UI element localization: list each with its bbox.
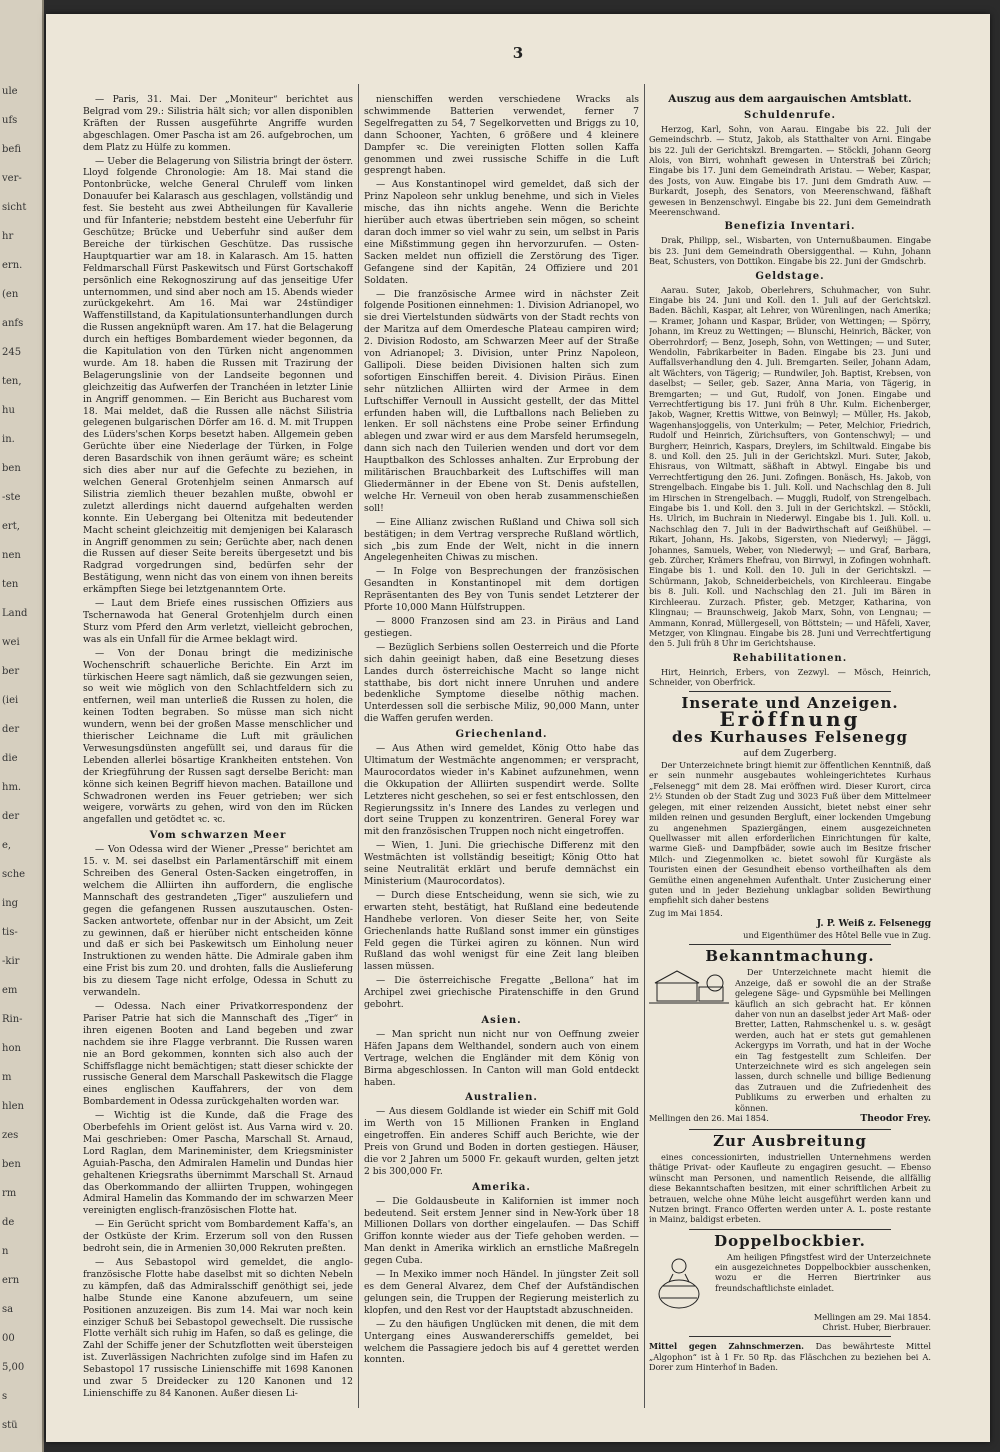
adjacent-page-fragment: ufs: [2, 115, 18, 126]
ad-kurhaus-line3: auf dem Zugerberg.: [743, 748, 837, 760]
adjacent-page-fragment: hu: [2, 405, 15, 416]
divider: [689, 1129, 891, 1130]
ad-zahnschmerzen-title: Mittel gegen Zahnschmerzen.: [649, 1341, 805, 1352]
adjacent-page-fragment: Rin-: [2, 1014, 23, 1025]
ad-doppelbockbier-body: Am heiligen Pfingstfest wird der Unterzeichnete ein ausgezeichnetes Doppelbockbier ausschenken, wozu er die Herren Biertrinker aus freundschaftlichste einladet.: [715, 1251, 931, 1293]
ad-ausbreitung-title: Zur Ausbreitung: [713, 1131, 867, 1150]
adjacent-page-fragment: 00: [2, 1333, 15, 1344]
beer-barrel-illustration-icon: [649, 1252, 709, 1312]
section-black-sea: Vom schwarzen Meer: [149, 830, 287, 842]
adjacent-page-fragment: ule: [2, 86, 18, 97]
adjacent-page-fragment: Land: [2, 608, 28, 619]
column-rule-2: [644, 84, 645, 1408]
rehab-text: Hirt, Heinrich, Erbers, von Zezwyl. — Mösch, Heinrich, Schneider, von Oberfrick.: [649, 666, 931, 688]
article-paragraph: — Die Goldausbeute in Kalifornien ist immer noch bedeutend. Seit erstem Jenner sind in New-York über 18 Millionen Dollars von dorther eingelaufen. — Das Schiff Griffon konnte wieder aus der Tiefe gehoben werden. — Man denkt in Amerika wirklich an ernstliche Maßregeln gegen Cuba.: [364, 1195, 639, 1267]
adjacent-page-fragment: 5,00: [2, 1362, 25, 1373]
ad-kurhaus-place: Zug im Mai 1854.: [649, 907, 723, 918]
adjacent-page-fragment: hlen: [2, 1101, 24, 1112]
adjacent-page-fragment: ber: [2, 666, 20, 677]
adjacent-page-fragment: wei: [2, 637, 20, 648]
adjacent-page-fragment: zes: [2, 1130, 19, 1141]
schulden-title: Schuldenrufe.: [744, 109, 836, 121]
ad-ausbreitung-body: eines concessionirten, industriellen Unternehmens werden thätige Privat- oder Kaufleute zu engagiren gesucht. — Ebenso wünscht man Personen, und namentlich Reisende, die allfällig diese Bekanntschaften besitzen, mit einer schriftlichen Arbeit zu betrauen, welche ohne Mühe leicht ausgeführt werden kann und Nutzen bringt. Franco Offerten werden unter A. L. poste restante in Mainz, baldigst erbeten.: [649, 1151, 931, 1225]
col2-block-b: [364, 743, 639, 1011]
adjacent-page-fragment: sche: [2, 869, 26, 880]
ad-kurhaus-sign2: und Eigenthümer des Hôtel Belle vue in Zug.: [743, 930, 931, 941]
column-2: [364, 94, 639, 1408]
adjacent-page-fragment: hr: [2, 231, 14, 242]
benefizia-title: Benefizia Inventari.: [724, 221, 856, 233]
col2-block-d: [364, 1106, 639, 1177]
article-paragraph: — Aus Athen wird gemeldet, König Otto habe das Ultimatum der Westmächte angenommen; er verspracht, Maurocordatos wieder in's Kabinet aufzunehmen, wenn die Okkupation der Alliirten suspendirt werde. Sollte Letzteres nicht geschehen, so sei er fest entschlossen, den Regierungssitz in's Innere des Landes zu verlegen und dort seine Truppen zu konzentriren. General Forey war mit den französischen Truppen noch nicht eingetroffen.: [364, 743, 639, 838]
ad-kurhaus: [649, 707, 931, 941]
col2-block-c: [364, 1029, 639, 1089]
divider: [689, 691, 891, 692]
adjacent-page-fragment: anfs: [2, 318, 24, 329]
ads-title: Inserate und Anzeigen.: [681, 694, 899, 713]
adjacent-page-fragment: der: [2, 724, 20, 735]
adjacent-page-fragment: (iei: [2, 695, 19, 706]
adjacent-page-fragment: de: [2, 1217, 15, 1228]
article-paragraph: — Durch diese Entscheidung, wenn sie sich, wie zu erwarten steht, bestätigt, hat Rußland eine bedeutende Handhebe verloren. Von dieser Seite her, von Seite Griechenlands hatte Rußland sonst immer ein günstiges Feld gegen die Türkei agiren zu können. Nun wird Rußland das wohl wenigst für eine Zeit lang bleiben lassen müssen.: [364, 889, 639, 973]
adjacent-page-fragment: (en: [2, 289, 19, 300]
ad-bekanntmachung-body: Der Unterzeichnete macht hiemit die Anzeige, daß er sowohl die an der Straße gelegene Säge- und Gypsmühle bei Mellingen käuflich an sich gebracht hat. Er können daher von nun an daselbst jeder Art Maß- oder Bretter, Latten, Rahmschenkel u. s. w. gesägt werden, auch hat er stets gut gemahlenen Ackergyps im Vorrath, und hat in der Woche ein Tag festgestellt zum Schleifen. Der Unterzeichnete wird es sich angelegen sein lassen, durch schnelle und billige Bedienung das Zutrauen und die Zufriedenheit des Publikums zu erwerben und erhalten zu können.: [735, 967, 931, 1113]
adjacent-page-fragment: rm: [2, 1188, 17, 1199]
adjacent-page-fragment: ing: [2, 898, 19, 909]
adjacent-page-fragment: stü: [2, 1420, 18, 1431]
adjacent-page-fragment: ben: [2, 1159, 21, 1170]
ad-doppelbockbier-place: Mellingen am 29. Mai 1854.: [813, 1311, 931, 1322]
article-paragraph: — Ein Gerücht spricht vom Bombardement Kaffa's, an der Ostküste der Krim. Erzerum soll von den Russen bedroht sein, die in Armenien 30,000 Rekruten preßten.: [83, 1219, 353, 1255]
adjacent-page-fragment: ben: [2, 463, 21, 474]
article-paragraph: — Eine Allianz zwischen Rußland und Chiwa soll sich bestätigen; in dem Vertrag verspreche Rußland wörtlich, sich „bis zum Ende der Welt, nicht in die innern Angelegenheiten Chiwas zu mischen.: [364, 516, 639, 564]
article-paragraph: — Aus Konstantinopel wird gemeldet, daß sich der Prinz Napoleon sehr unklug benehme, und sich in Vieles mische, das ihn nichts angehe. Wenn die Berichte hierüber auch etwas übertrieben sein mögen, so scheint daran doch immer so viel wahr zu sein, um selbst in Paris eine Mißstimmung gegen ihn hervorzurufen. — Osten-Sacken meldet nun offiziell die Zerstörung des Tiger. Gefangene sind der Kapitän, 24 Offiziere und 201 Soldaten.: [364, 179, 639, 286]
section-australia: Australien.: [465, 1092, 538, 1104]
divider: [689, 1229, 891, 1230]
adjacent-page-fragment: sa: [2, 1304, 14, 1315]
page-number: 3: [512, 44, 524, 62]
article-paragraph: — Ueber die Belagerung von Silistria bringt der österr. Lloyd folgende Chronologie: Am 18. Mai stand die Pontonbrücke, welche General Chruleff vom linken Donauufer bei Kalarasch aus geschlagen, vollständig und fest. Sie besteht aus zwei Abtheilungen für Kavallerie und für Infanterie; nebstdem besteht eine Ueberfuhr für Geschütze; Brücke und Ueberfuhr sind außer dem Bereiche der türkischen Geschütze. Das russische Hauptquartier war am 18. in Kalarasch. Am 15. hatten Feldmarschall Fürst Paskewitsch und Fürst Gortschakoff persönlich eine Rekognoszirung auf das jenseitige Ufer unternommen, und sind aber noch am 15. Abends wieder zurückgekehrt. Am 16. Mai war 24stündiger Waffenstillstand, da Kapitulationsunterhandlungen durch die Russen angeknüpft waren. Am 17. hat die Belagerung durch ein heftiges Bombardement wieder begonnen, da die Kapitulation von den Türken nicht angenommen wurde. Am 18. haben die Russen mit Trazirung der Belagerungslinie von der Landseite begonnen und gleichzeitig das Aufwerfen der Tranchéen in letzter Linie in Angriff genommen. — Ein Bericht aus Bucharest vom 18. Mai meldet, daß die Russen alle nächst Silistria gelegenen bulgarischen Dörfer am 16. d. M. mit Truppen des Lüders'schen Korps besetzt haben. Allgemein geben Gerüchte über eine Niederlage der Türken, in Folge deren Basardschik von ihnen geräumt wäre; es scheint sich dies aber nur auf die Gefechte zu beziehen, in welchen General Grotenhjelm seinen Anmarsch auf Silistria ziemlich theuer bezahlen mußte, obwohl er zuletzt allerdings nicht dauernd aufgehalten werden konnte. Ein Uebergang bei Oltenitza mit bedeutender Macht scheint gleichzeitig mit demjenigen bei Kalarasch in Angriff genommen zu sein; Gerüchte aber, nach denen die Russen auf dieser Seite bereits übergesetzt und bis Radgrad vorgedrungen sind, bedürfen sehr der Bestätigung, wenn nicht das von einem von ihnen bereits erkämpften Siege bei letztgenanntem Orte.: [83, 155, 353, 596]
col1-block-b: [83, 844, 353, 1400]
article-paragraph: — Aus diesem Goldlande ist wieder ein Schiff mit Gold im Werth von 15 Millionen Franken in England eingetroffen. Ein anderes Schiff auch Berichte, wie der Preis von Grund und Boden in dorten gestiegen. Häuser, die vor 2 Jahren um 5000 Fr. gekauft wurden, gelten jetzt 2 bis 300,000 Fr.: [364, 1106, 639, 1177]
article-paragraph: — Wien, 1. Juni. Die griechische Differenz mit den Westmächten ist vollständig beseitigt; König Otto hat seine Neutralität erklärt und berufe demnächst ein Ministerium (Maurocordatos).: [364, 840, 639, 887]
rehab-title: Rehabilitationen.: [732, 652, 848, 664]
ad-kurhaus-body: Der Unterzeichnete bringt hiemit zur öffentlichen Kenntniß, daß er sein nunmehr ausgebautes wohleingerichtetes Kurhaus „Felsenegg“ mit dem 28. Mai eröffnen wird. Dieser Kurort, circa 2½ Stunden ob der Stadt Zug und 3023 Fuß über dem Mittelmeer gelegen, mit einer reizenden Aussicht, bietet nebst einer sehr milden reinen und gesunden Bergluft, einer lockenden Umgebung zu angenehmen Spaziergängen, einem ausgezeichneten Quellwasser mit allen erforderlichen Einrichtungen für kalte, warme Gieß- und Dampfbäder, sowie auch im Besitze frischer Milch- und Ziegenmolken ꝛc. bietet sowohl für Kurgäste als Touristen einen der Gesundheit ebenso vortheilhaften als dem Gemüthe einen angenehmen Aufenthalt. Unter Zusicherung einer guten und in jeder Beziehung unklagbar soliden Bewirthung empfiehlt sich daher bestens: [649, 760, 931, 906]
article-paragraph: — Bezüglich Serbiens sollen Oesterreich und die Pforte sich dahin geeinigt haben, daß eine Besetzung dieses Landes durch österreichische Macht so lange nicht statthabe, bis dort nicht innere Unruhen und andere bedenkliche Symptome dieselbe nöthig machen. Unterdessen soll die serbische Miliz, 90,000 Mann, unter die Waffen gerufen werden.: [364, 641, 639, 725]
article-paragraph: — Die französische Armee wird in nächster Zeit folgende Positionen einnehmen: 1. Division Adrianopel, wo sie drei Viertelstunden südwärts von der Stadt rechts von der Maritza auf dem Omerdesche Plateau campiren wird; 2. Division Rodosto, am Schwarzen Meer auf der Straße von Adrianopel; 3. Division, unter Prinz Napoleon, Gallipoli. Diese beiden Divisionen halten sich zum sofortigen Einschiffen bereit. 4. Division Piräus. Einen sehr nützlichen Alliirten wird der Armee in dem Luftschiffer Vernoull in Aussicht gestellt, der das Mittel erfunden haben will, die Luftballons nach Belieben zu lenken. Er soll nächstens eine Probe seiner Erfindung ablegen und zwar wird er aus dem Marsfeld herumsegeln, dann sich nach den Tuilerien wenden und dort vor dem Hauptbalkon des Schlosses anhalten. Zur Erprobung der militärischen Brauchbarkeit des Luftschiffes will man Gliedermänner in der Ebene von St. Denis aufstellen, welche Hr. Verneuil von oben herab zusammenschießen soll!: [364, 288, 639, 514]
geldstage-title: Geldstage.: [755, 270, 825, 282]
ad-kurhaus-sign: J. P. Weiß z. Felsenegg: [816, 918, 931, 930]
ad-bekanntmachung-title: Bekanntmachung.: [705, 947, 875, 966]
article-paragraph: — In Mexiko immer noch Händel. In jüngster Zeit soll es dem General Alvarez, dem Chef der Aufständischen gelungen sein, die Truppen der Regierung meisterlich zu klopfen, und den Rest vor der Hauptstadt abzuschneiden.: [364, 1269, 639, 1316]
ad-bekanntmachung-sign: Theodor Frey.: [860, 1113, 931, 1125]
col2-block-a: [364, 94, 639, 725]
article-paragraph: — Laut dem Briefe eines russischen Offiziers aus Tschernawoda hat General Grotenhjelm durch einen Sturz vom Pferd den Arm verletzt, vielleicht gebrochen, was als ein Unfall für die Armee beklagt wird.: [83, 598, 353, 645]
ad-doppelbockbier: [649, 1231, 931, 1333]
article-paragraph: — Aus Sebastopol wird gemeldet, die anglo-französische Flotte habe daselbst mit so dichten Nebeln zu kämpfen, daß das Admiralsschiff genöthigt sei, jede halbe Stunde eine Kanone abzufeuern, um seine Positionen anzuzeigen. Bis zum 14. Mai war noch kein einziger Schuß bei Sebastopol gewechselt. Die russische Flotte verhält sich ruhig im Hafen, so daß es gelinge, die Zahl der Schiffe jener der Schutzflotten weit übersteigen ist. Zuverlässigen Nachrichten zufolge sind im Hafen zu Sebastopol 17 russische Linienschiffe mit 1698 Kanonen und zwar 5 Dreidecker zu 120 Kanonen und 12 Linienschiffe zu 84 Kanonen. Außer diesen Li-: [83, 1257, 353, 1399]
adjacent-page-fragment: ert,: [2, 521, 20, 532]
adjacent-page-fragment: 245: [2, 347, 22, 358]
benefizia-text: Drak, Philipp, sel., Wisbarten, von Unternußbaumen. Eingabe bis 23. Juni dem Gemeindrath Obersiggenthal. — Kuhn, Johann Beat, Schusters, von Dottikon. Eingabe bis 22. Juni der Gmdschrb.: [649, 235, 931, 267]
ad-ausbreitung: [649, 1131, 931, 1225]
article-paragraph: — 8000 Franzosen sind am 23. in Piräus and Land gestiegen.: [364, 615, 639, 639]
adjacent-page-fragment: tis-: [2, 927, 18, 938]
article-paragraph: — Odessa. Nach einer Privatkorrespondenz der Pariser Patrie hat sich die Mannschaft des „Tiger“ in ihren eigenen Booten and Land begeben und zwar nachdem sie ihre Flagge verbrannt. Die Russen waren nie an Bord gekommen, konnten sich also auch der Schiffsflagge nicht bemächtigen; statt dieser schickte der russische General dem Marschall Paskewitsch die Flagge eines englischen Kauffahrers, der von dem Bombardement in Odessa zurückgehalten worden war.: [83, 1000, 353, 1108]
adjacent-page-fragment: der: [2, 811, 20, 822]
ad-bekanntmachung-place: Mellingen den 26. Mai 1854.: [649, 1113, 769, 1124]
adjacent-page-fragment: hon: [2, 1043, 21, 1054]
amtsblatt-title: Auszug aus dem aargauischen Amtsblatt.: [668, 94, 912, 105]
section-asia: Asien.: [481, 1014, 522, 1026]
adjacent-page-fragment: -kir: [2, 956, 20, 967]
adjacent-page-fragment: befi: [2, 144, 21, 155]
column-3: [649, 94, 931, 1408]
column-rule-1: [358, 84, 359, 1408]
divider: [689, 1336, 891, 1337]
adjacent-page-fragment: ver-: [2, 173, 22, 184]
schulden-text: Herzog, Karl, Sohn, von Aarau. Eingabe bis 22. Juli der Gemeindschrb. — Stutz, Jakob, als Statthalter von Arni. Eingabe bis 22. Juli der Gerichtskzl. Bremgarten. — Stöckli, Johann Georg Alois, von Birri, wohnhaft gewesen in Unterstraß bei Zürich; Eingabe bis 17. Juni dem Gemeindrath Aristau. — Weber, Kaspar, des Josts, von Auw. Eingabe bis 17. Juni dem Gmdrath Auw. — Burkardt, Joseph, des Senators, von Meerenschwand, fäßhaft gewesen in Benzenschwyl. Eingabe bis 22. Juni dem Gemeindrath Meerenschwand.: [649, 123, 931, 218]
adjacent-page-fragment: s: [2, 1391, 8, 1402]
section-greece: Griechenland.: [455, 729, 548, 741]
article-paragraph: — Von Odessa wird der Wiener „Presse“ berichtet am 15. v. M. sei daselbst ein Parlamentärschiff mit einem Schreiben des General Osten-Sacken eingetroffen, in welchem die Alliirten ihn auffordern, die englische Mannschaft des gestrandeten „Tiger“ auszuliefern und gegen die gefangenen Russen auszutauschen. Osten-Sacken antwortete, offenbar nur in der Absicht, um Zeit zu gewinnen, daß er hierüber nicht entscheiden könne und daß er sich bei Paskewitsch um Einholung neuer Instruktionen zu wenden hätte. Die Admirale gaben ihm eine Frist bis zum 20. und drohten, falls die Auslieferung bis zu diesem Tage nicht erfolge, Odessa in Schutt zu verwandeln.: [83, 844, 353, 999]
adjacent-page-fragment: m: [2, 1072, 12, 1083]
adjacent-page-fragment: ten: [2, 579, 19, 590]
geldstage-text: Aarau. Suter, Jakob, Oberlehrers, Schuhmacher, von Suhr. Eingabe bis 24. Juni und Koll. den 1. Juli auf der Gerichtskzl. Baden. Bächli, Kaspar, alt Lehrer, von Würenlingen, nach Amerika; — Kramer, Johann und Kaspar, Brüder, von Wettingen; — Spörry, Johann, im Kreuz zu Wettingen; — Blunschi, Heinrich, Bäcker, von Oberrohrdorf; — Benz, Joseph, Sohn, von Wettingen; — und Suter, Wendolin, Fabrikarbeiter in Baden. Eingabe bis 23. Juni und Auffallsverhandlung den 4. Juli. Bremgarten. Seiler, Johann Adam, alt Wächters, von Tägerig; — Rundwiler, Joh. Baptist, Krebsen, von daselbst; — Seiler, geb. Sazer, Anna Maria, von Tägerig, in Bremgarten; — und Gut, Rudolf, von Jonen. Eingabe und Verrechtfertigung bis 17. Juni früh 8 Uhr. Kulm. Eichenberger, Jakob, Wagner, Krettis Wittwe, von Beinwyl; — Müller, Hs. Jakob, Wagenhansjoggelis, von Unterkulm; — Peter, Melchior, Friedrich, Rudolf und Heinrich, Zürichsufters, von Gontenschwyl; — und Burgherr, Heinrich, Kaspars, Dreylers, im Schiltwald. Eingabe bis 8. und Koll. den 25. Juli in der Gerichtskzl. Muri. Suter, Jakob, Ehisraus, von Wiltmatt, säßhaft in Abtwyl. Eingabe bis und Verrechtfertigung den 26. Juni. Zofingen. Bonäsch, Hs. Jakob, von Strengelbach. Eingabe bis 1. Juli. Koll. und Nachschlag den 8. Juli im Hirschen in Strengelbach. — Muggli, Rudolf, von Strengelbach. Eingabe bis 1. und Koll. den 3. Juli in der Gerichtskzl. — Stöckli, Hs. Ulrich, im Buchrain in Niederwyl. Eingabe bis 1. Juli. Koll. u. Nachschlag den 7. Juli in der Badwirthschaft auf Geißhübel. — Rikart, Johann, Hs. Jakobs, Sigersten, von Niederwyl; — Jäggi, Johannes, Samuels, Weber, von Niederwyl; — und Graf, Barbara, geb. Zürcher, Krämers Ehefrau, von Birrwyl, in Zofingen wohnhaft. Eingabe bis 1. und Koll. den 10. Juli in der Gerichtskzl. — Schürmann, Jakob, Schneiderbeichels, von Kirchleerau. Eingabe bis 8. Juli. Koll. und Nachschlag den 21. Juli im Bären in Kirchleerau. Zurzach. Pfister, geb. Metzger, Katharina, von Klingnau; — Braunschweig, Jakob Marx, Sohn, von Lengnau; — Ammann, Konrad, Müllergesell, von Böttstein; — und Häfeli, Xaver, Metzger, von Klingnau. Eingabe bis 28. Juni und Verrechtfertigung den 5. Juli früh 8 Uhr im Gerichtshause.: [649, 284, 931, 649]
adjacent-page-fragment: nen: [2, 550, 21, 561]
section-america: Amerika.: [472, 1181, 531, 1193]
ad-doppelbockbier-sign: Christ. Huber, Bierbrauer.: [822, 1322, 931, 1333]
adjacent-page-fragment: ern: [2, 1275, 20, 1286]
ad-bekanntmachung: [649, 947, 931, 1125]
adjacent-page-fragment: in.: [2, 434, 15, 445]
article-paragraph: — Wichtig ist die Kunde, daß die Frage des Oberbefehls im Orient gelöst ist. Aus Varna wird v. 20. Mai geschrieben: Omer Pascha, Marschall St. Arnaud, Lord Raglan, dem Marineminister, dem Kriegsminister Aguiah-Pascha, den Admiralen Hamelin und Dundas hier gehaltenen Kriegsraths übernimmt Marschall St. Arnaud das Oberkommando der alliirten Truppen, wohingegen Admiral Hamelin das Kommando der im schwarzen Meer vereinigten englisch-französischen Flotte hat.: [83, 1110, 353, 1217]
ad-kurhaus-line1: Eröffnung: [719, 707, 861, 732]
ad-kurhaus-line2: des Kurhauses Felsenegg: [672, 728, 908, 747]
adjacent-page-fragment: e,: [2, 840, 12, 851]
adjacent-page-fragment: -ste: [2, 492, 21, 503]
ad-zahnschmerzen: [649, 1341, 931, 1372]
ad-doppelbockbier-title: Doppelbockbier.: [714, 1231, 866, 1250]
adjacent-page-fragment: hm.: [2, 782, 22, 793]
article-paragraph: — Von der Donau bringt die medizinische Wochenschrift schauerliche Berichte. Ein Arzt im türkischen Heere sagt nämlich, daß sie gezwungen seien, so weit wie möglich von den Schlachtfeldern sich zu entfernen, weil man unterließ die Russen zu holen, die keinen Todten begraben. So müsse man sich nicht wundern, wenn bei der großen Masse menschlicher und thierischer Leichname die Luft mit gräulichen Verwesungsdünsten angefüllt sei, und daraus für die Lebenden allerlei bösartige Krankheiten entstehen. Von der Kriegführung der Russen sagt derselbe Bericht: man könne sich keinen Begriff hievon machen. Bataillone und Schwadronen werden ins Feuer getrieben; wer sich weigere, vorwärts zu gehen, wird von den im Rücken angefallen und getödtet ꝛc. ꝛc.: [83, 647, 353, 826]
column-1: [83, 94, 353, 1408]
col1-block-a: [83, 94, 353, 826]
article-paragraph: nienschiffen werden verschiedene Wracks als schwimmende Batterien verwendet, ferner 7 Segelfregatten zu 54, 7 Segelkorvetten und Briggs zu 10, dann Schooner, Yachten, 6 größere und 4 kleinere Dampfer ꝛc. Die vereinigten Flotten sollen Kaffa genommen und zwei russische Schiffe in die Luft gesprengt haben.: [364, 94, 639, 177]
adjacent-page-fragment: em: [2, 985, 18, 996]
ad-zahnschmerzen-body: Das bewährteste Mittel „Algophon“ ist à 1 Fr. 50 Rp. das Fläschchen zu beziehen bei A. Dorer zum Hinterhof in Baden.: [649, 1341, 931, 1373]
article-paragraph: — Zu den häufigen Unglücken mit denen, die mit dem Untergang eines Auswandererschiffs gemeldet, bei welchem die Passagiere jedoch bis auf 4 gerettet werden konnten.: [364, 1318, 639, 1366]
adjacent-page-fragment: ern.: [2, 260, 23, 271]
adjacent-page-fragment: die: [2, 753, 18, 764]
article-paragraph: — Man spricht nun nicht nur von Oeffnung zweier Häfen Japans dem Welthandel, sondern auch von einem Vertrage, welchen die Engländer mit dem König von Birma abgeschlossen. In Canton will man Gold entdeckt haben.: [364, 1028, 639, 1088]
adjacent-page-fragment: n: [2, 1246, 9, 1257]
article-paragraph: — Die österreichische Fregatte „Bellona“ hat im Archipel zwei griechische Piratenschiffe in den Grund gebohrt.: [364, 975, 639, 1011]
newspaper-page: [46, 14, 990, 1442]
adjacent-page-edge: [0, 0, 44, 1452]
adjacent-page-fragment: sicht: [2, 202, 27, 213]
adjacent-page-fragment: ten,: [2, 376, 22, 387]
article-paragraph: — Paris, 31. Mai. Der „Moniteur“ berichtet aus Belgrad vom 29.: Silistria hält sich; vor allen disponiblen Kräften der Russen ausgeführte Angriffe wurden abgeschlagen. Omer Pascha ist am 26. aufgebrochen, um dem Platz zu Hülfe zu kommen.: [83, 94, 353, 153]
mill-illustration-icon: [649, 967, 729, 1007]
article-paragraph: — In Folge von Besprechungen der französischen Gesandten in Konstantinopel mit dem dortigen Repräsentanten des Bey von Tunis sendet Letzterer der Pforte 10,000 Mann Hülfstruppen.: [364, 566, 639, 614]
col2-block-e: [364, 1196, 639, 1367]
divider: [689, 944, 891, 945]
